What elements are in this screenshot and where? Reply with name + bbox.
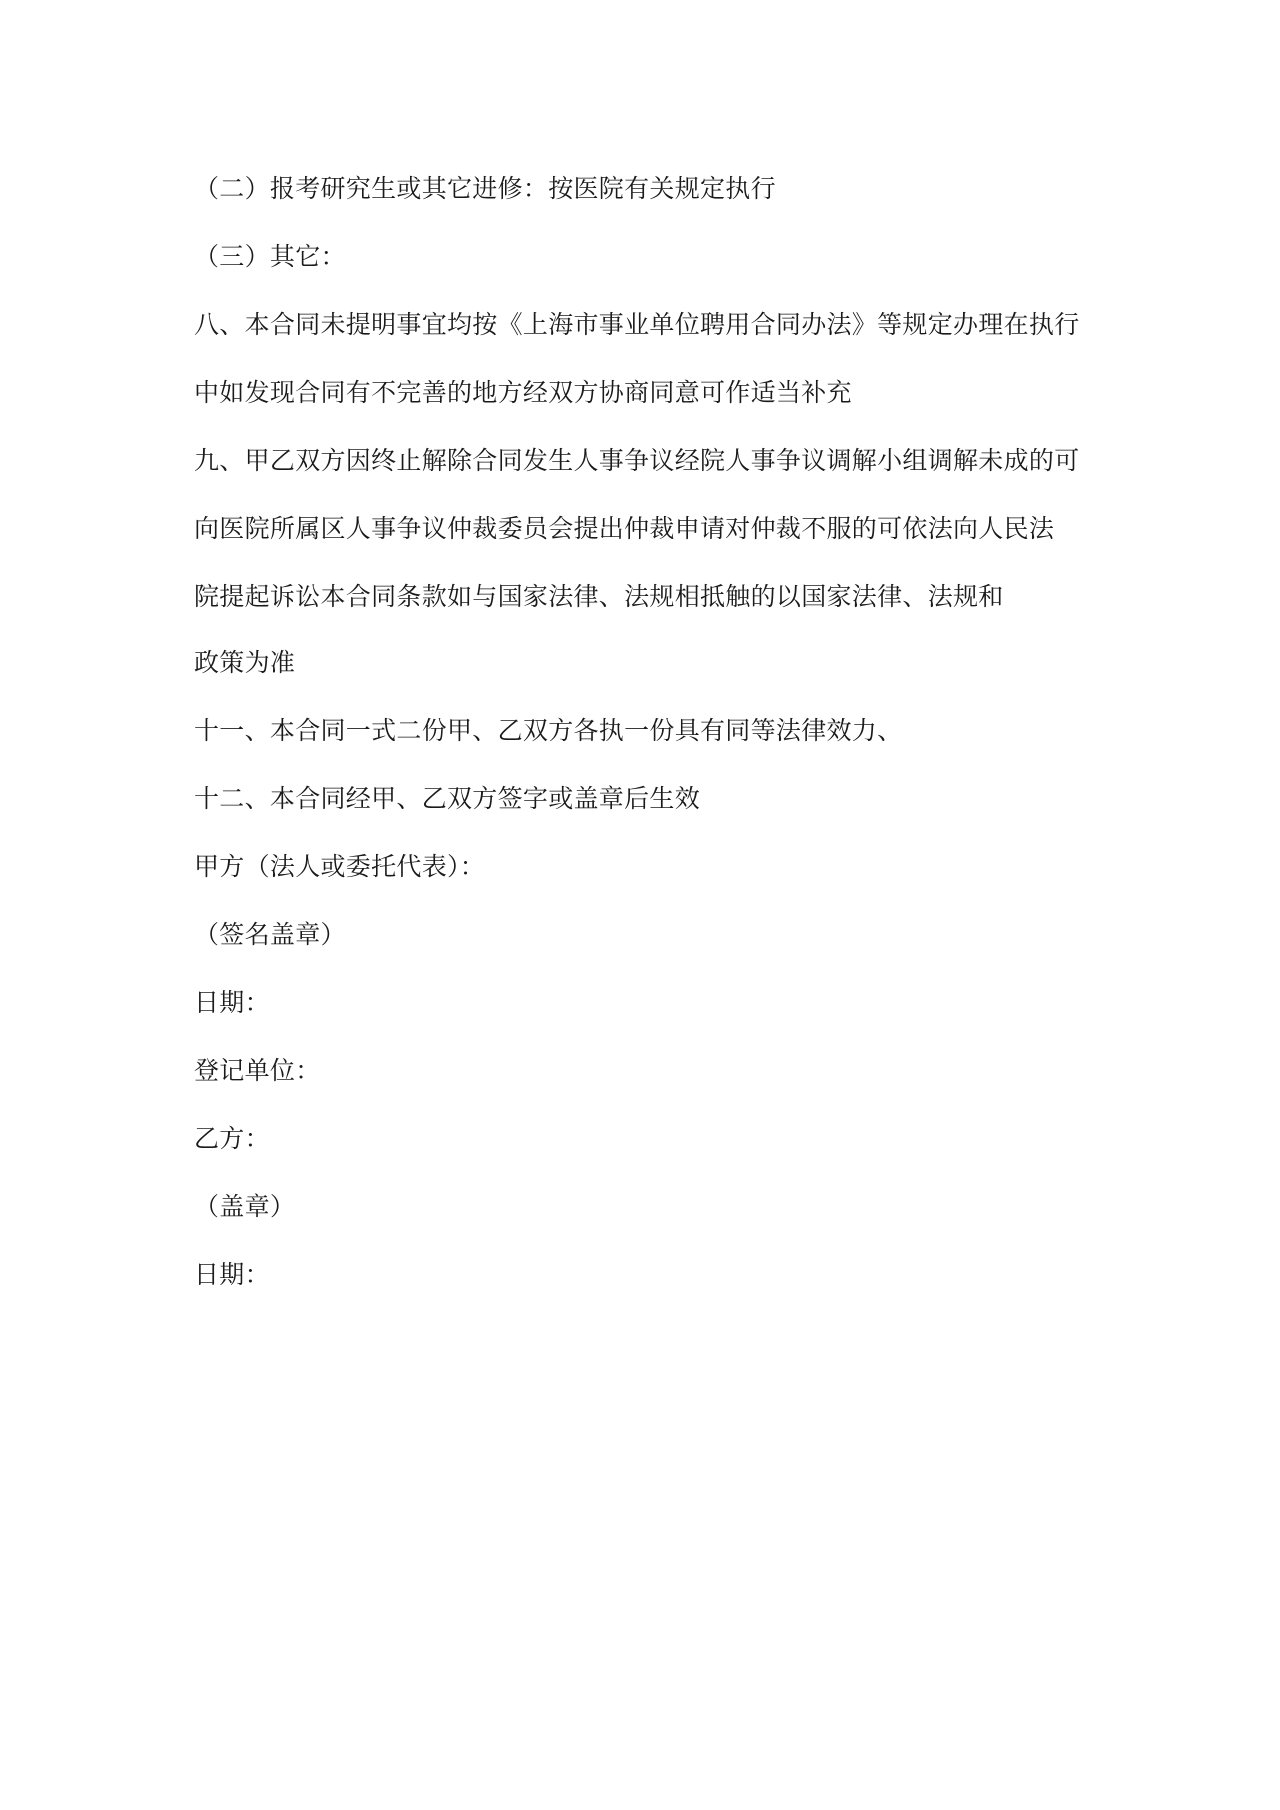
party-a-label: 甲方（法人或委托代表）： bbox=[194, 852, 486, 881]
clause-8-line-2: 中如发现合同有不完善的地方经双方协商同意可作适当补充 bbox=[194, 378, 852, 407]
clause-9-line-3: 院提起诉讼本合同条款如与国家法律、法规相抵触的以国家法律、法规和 bbox=[194, 582, 1004, 611]
party-b-seal-label: （盖章） bbox=[194, 1192, 296, 1221]
clause-9-line-4: 政策为准 bbox=[194, 648, 296, 677]
clause-11-line: 十一、本合同一式二份甲、乙双方各执一份具有同等法律效力、 bbox=[194, 716, 903, 745]
clause-7-3-line: （三）其它： bbox=[194, 242, 346, 271]
party-a-signature-label: （签名盖章） bbox=[194, 920, 346, 949]
clause-9-line-2: 向医院所属区人事争议仲裁委员会提出仲裁申请对仲裁不服的可依法向人民法 bbox=[194, 514, 1055, 543]
registration-unit-label: 登记单位： bbox=[194, 1056, 321, 1085]
clause-12-line: 十二、本合同经甲、乙双方签字或盖章后生效 bbox=[194, 784, 701, 813]
party-b-label: 乙方： bbox=[194, 1124, 270, 1153]
party-b-date-label: 日期： bbox=[194, 1260, 270, 1289]
clause-7-2-line: （二）报考研究生或其它进修：按医院有关规定执行 bbox=[194, 174, 776, 203]
clause-9-line-1: 九、甲乙双方因终止解除合同发生人事争议经院人事争议调解小组调解未成的可 bbox=[194, 446, 1080, 475]
clause-8-line-1: 八、本合同未提明事宜均按《上海市事业单位聘用合同办法》等规定办理在执行 bbox=[194, 310, 1080, 339]
party-a-date-label: 日期： bbox=[194, 988, 270, 1017]
